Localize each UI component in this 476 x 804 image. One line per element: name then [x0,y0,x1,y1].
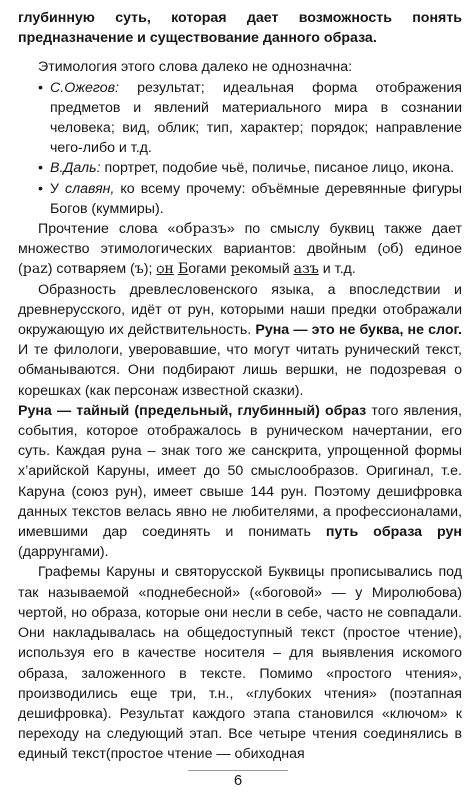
bullet-icon: • [38,79,43,96]
graphemes-paragraph: Графемы Каруны и святорусской Буквицы прописывались под так называемой «поднебесной» («боговой» — у Миролюбова) чертой, но образа, которые они несли в себе, часто не совпадали. Они накладывалась на общедоступный текст (простое чтение), используя его в качестве носителя – для выявления искомого образа, заложенного в тексте. Помимо «простого чтения», производились еще три, т.н., «глубоких чтения» (поэтапная дешифровка). Результат каждого этапа становился «ключом» к переходу на следующий этап. Все четыре чтения соединялись в единый текст(простое чтение — обиходная [18,564,462,763]
text-run: Прочтение слова « [38,221,176,238]
old-slavonic-letter: Б [177,261,189,278]
source-name: славян, [65,180,115,197]
text-run: ) единое ( [18,241,462,278]
list-item [38,179,462,219]
intro-paragraph: глубинную суть, которая дает возможность понять предназначение и существование данного образа. [18,10,462,47]
text-run: огами [188,261,231,278]
definition-text: ко всему прочему: объёмные деревянные фигуры Богов (куммиры). [50,180,462,217]
text-run: Образность древлесловенского языка, а впоследствии и древнерусского, идёт от рун, которыми наши предки отображали окружающую их действительность. [18,281,462,339]
text-run: и т.д. [318,261,356,278]
old-slavonic-word: образъ [175,221,227,238]
footer-divider [188,770,288,771]
old-slavonic-word: ѻн [156,261,174,278]
runes-paragraph [18,280,462,401]
text-run: » по смыслу буквиц также дает множество этимологических вариантов: двойным ( [18,221,462,258]
definition-list [18,78,462,219]
emphasis-text: путь образа рун [325,524,462,541]
bullet-icon: • [38,180,43,197]
text-run: И те филологи, уверовавшие, что могут читать рунический текст, обманываются. Они подбирают лишь вершки, не подозревая о корешках (как персонаж известной сказки). [18,342,462,399]
text-run: екомый [239,261,294,278]
source-name: С.Ожегов: [50,79,119,96]
reading-paragraph [18,219,462,280]
old-slavonic-letter: р [230,261,240,278]
emphasis-text: Руна — это не буква, не слог. [255,322,462,339]
bullet-icon: • [38,160,43,177]
definition-text: результат; идеальная форма отображения предметов и явлений материального мира в сознании человека; вид, облик; тип, характер; порядок; направление чего-либо и т.д. [50,79,462,157]
old-slavonic-word: ѻб [382,241,399,258]
emphasis-text: Руна — тайный (предельный, глубинный) образ [18,402,367,419]
text-run: ); [143,261,157,278]
page-number: 6 [233,772,243,789]
definition-text: портрет, подобие чьё, поличье, писаное лицо, икона. [100,160,455,177]
old-slavonic-word: ъ [134,261,144,278]
list-item [38,78,462,159]
text-run: (даррунгами). [18,544,109,561]
old-slavonic-word: раz [22,261,48,278]
list-item [38,158,462,178]
source-name: В.Даль: [50,160,101,177]
old-slavonic-word: азъ [293,261,319,278]
text-run: ) сотваряем ( [47,261,135,278]
rune-image-paragraph [18,401,462,563]
etymology-lead: Этимология этого слова далеко не однозначна: [38,59,353,76]
definition-prefix: У [50,180,66,197]
text-run: того явления, события, которое отображалось в руническом начертании, его суть. Каждая руна – знак того же санскрита, упрощенной формы х’арийской Каруны, имеет до 50 смыслообразов. Оригинал, т.е. Каруна (союз рун), имеет свыше 144 рун. Поэтому дешифровка данных текстов велась явно не любителями, а профессионалами, имевшими дар соединять и понимать [18,402,462,541]
